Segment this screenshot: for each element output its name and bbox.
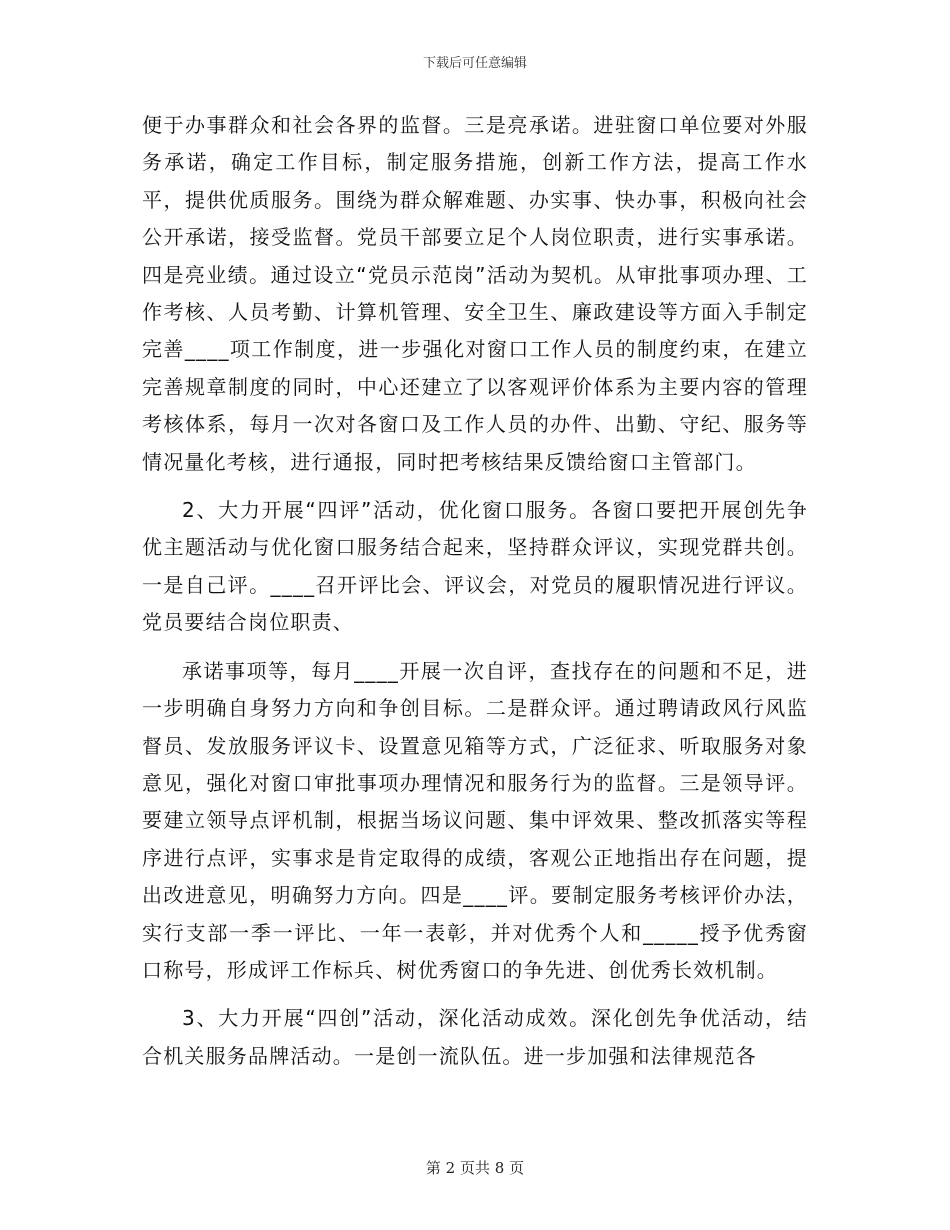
- page-header: 下载后可任意编辑: [422, 56, 527, 71]
- paragraph-section-2-continued: 承诺事项等，每月____开展一次自评，查找存在的问题和不足，进一步明确自身努力方向和争创目标。二是群众评。通过聘请政风行风监督员、发放服务评议卡、设置意见箱等方式，广泛征求、听取服务对象意见，强化对窗口审批事项办理情况和服务行为的监督。三是领导评。要建立领导点评机制，根据当场议问题、集中评效果、整改抓落实等程序进行点评，实事求是肯定取得的成绩，客观公正地指出存在问题，提出改进意见，明确努力方向。四是____评。要制定服务考核评价办法，实行支部一季一评比、一年一表彰，并对优秀个人和_____授予优秀窗口称号，形成评工作标兵、树优秀窗口的争先进、创优秀长效机制。: [142, 658, 808, 982]
- paragraph-continuation: 便于办事群众和社会各界的监督。三是亮承诺。进驻窗口单位要对外服务承诺，确定工作目标，制定服务措施，创新工作方法，提高工作水平，提供优质服务。围绕为群众解难题、办实事、快办事，积极向社会公开承诺，接受监督。党员干部要立足个人岗位职责，进行实事承诺。四是亮业绩。通过设立“党员示范岗”活动为契机。从审批事项办理、工作考核、人员考勤、计算机管理、安全卫生、廉政建设等方面入手制定完善____项工作制度，进一步强化对窗口工作人员的制度约束，在建立完善规章制度的同时，中心还建立了以客观评价体系为主要内容的管理考核体系，每月一次对各窗口及工作人员的办件、出勤、守纪、服务等情况量化考核，进行通报，同时把考核结果反馈给窗口主管部门。: [142, 113, 808, 474]
- paragraph-section-3: 3、大力开展“四创”活动，深化活动成效。深化创先争优活动，结合机关服务品牌活动。一是创一流队伍。进一步加强和法律规范各: [142, 1006, 808, 1068]
- document-body: [142, 107, 808, 1075]
- paragraph-section-2: 2、大力开展“四评”活动，优化窗口服务。各窗口要把开展创先争优主题活动与优化窗口服务结合起来，坚持群众评议，实现党群共创。一是自己评。____召开评比会、评议会，对党员的履职情况进行评议。党员要结合岗位职责、: [142, 498, 808, 635]
- page-number-footer: 第 2 页共 8 页: [425, 1159, 525, 1177]
